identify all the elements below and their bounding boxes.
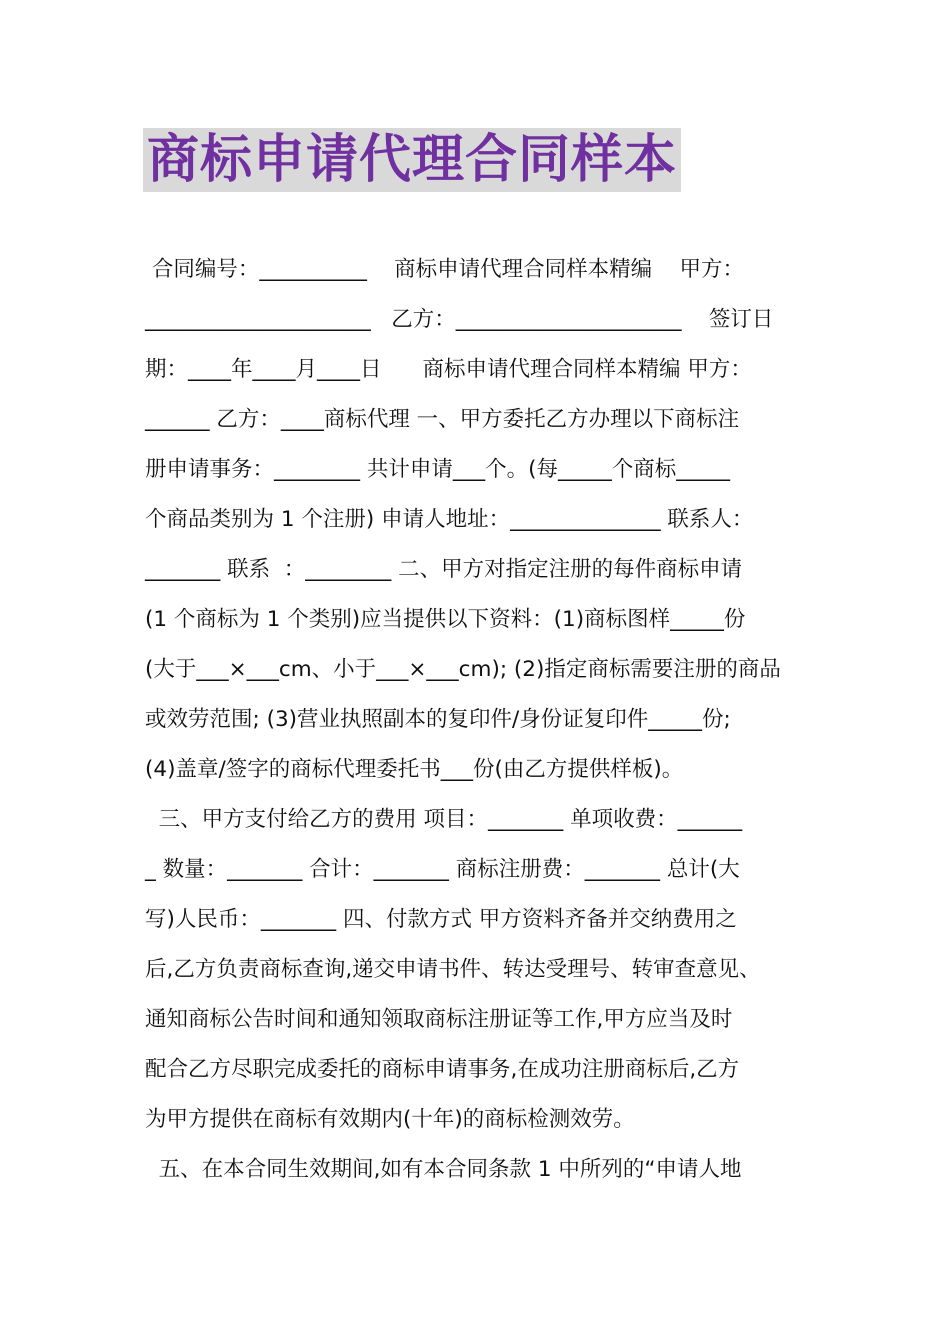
text-line: _______ 联系 ：________ 二、甲方对指定注册的每件商标申请 bbox=[145, 557, 743, 582]
text-line: 后,乙方负责商标查询,递交申请书件、转达受理号、转审查意见、 bbox=[145, 957, 761, 982]
document-title: 商标申请代理合同样本 bbox=[143, 128, 681, 192]
contract-body bbox=[145, 245, 810, 1195]
text-line: 期：____年____月____日 商标申请代理合同样本精编 甲方： bbox=[145, 357, 752, 382]
text-line: (大于___×___cm、小于___×___cm); (2)指定商标需要注册的商品 bbox=[145, 657, 781, 682]
text-line: 配合乙方尽职完成委托的商标申请事务,在成功注册商标后,乙方 bbox=[145, 1057, 740, 1082]
text-line: 五、在本合同生效期间,如有本合同条款 1 中所列的“申请人地 bbox=[145, 1157, 742, 1182]
text-line: _ 数量：_______ 合计：_______ 商标注册费：_______ 总计(大 bbox=[145, 857, 740, 882]
text-line: 个商品类别为 1 个注册) 申请人地址：______________ 联系人： bbox=[145, 507, 754, 532]
text-line: 通知商标公告时间和通知领取商标注册证等工作,甲方应当及时 bbox=[145, 1007, 733, 1032]
text-line: 为甲方提供在商标有效期内(十年)的商标检测效劳。 bbox=[145, 1107, 635, 1132]
text-line: 册申请事务：________ 共计申请___个。(每_____个商标_____ bbox=[145, 457, 730, 482]
text-line: 或效劳范围; (3)营业执照副本的复印件/身份证复印件_____份; bbox=[145, 707, 731, 732]
text-line: 写)人民币：_______ 四、付款方式 甲方资料齐备并交纳费用之 bbox=[145, 907, 737, 932]
text-line: (1 个商标为 1 个类别)应当提供以下资料：(1)商标图样_____份 bbox=[145, 607, 746, 632]
text-line: 合同编号：__________ 商标申请代理合同样本精编 甲方： bbox=[145, 257, 745, 282]
text-line: (4)盖章/签字的商标代理委托书___份(由乙方提供样板)。 bbox=[145, 757, 684, 782]
text-line: _____________________ 乙方：_____________________ 签订日 bbox=[145, 307, 774, 332]
text-line: ______ 乙方：____商标代理 一、甲方委托乙方办理以下商标注 bbox=[145, 407, 740, 432]
text-line: 三、甲方支付给乙方的费用 项目：_______ 单项收费：______ bbox=[145, 807, 743, 832]
